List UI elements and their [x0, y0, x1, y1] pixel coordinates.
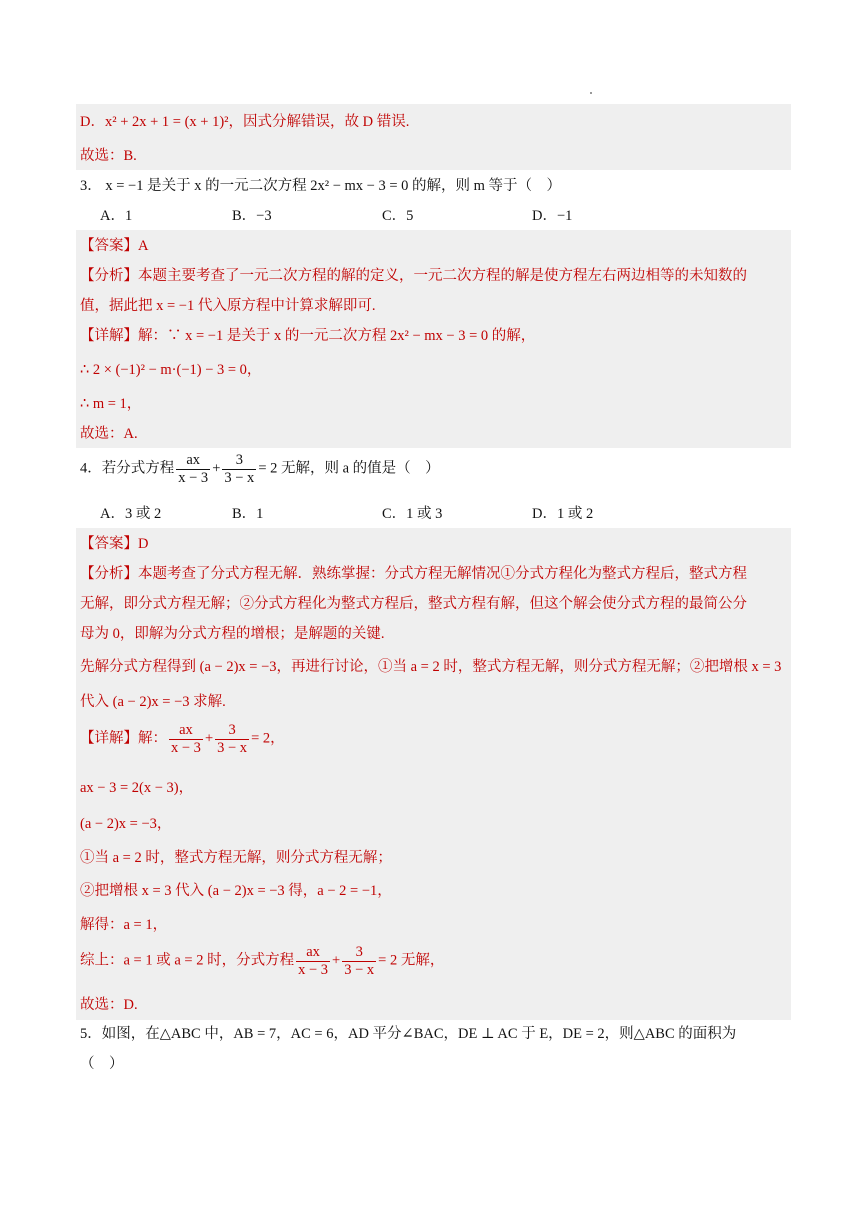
q4-detail-frac1-den: x − 3 — [171, 739, 201, 756]
q4-step5: 解得：a = 1， — [80, 917, 168, 933]
q4-frac2-den: 3 − x — [224, 469, 255, 486]
q4-step3: ①当 a = 2 时，整式方程无解，则分式方程无解； — [80, 850, 392, 866]
prev-option-d-text: D．x² + 2x + 1 = (x + 1)²，因式分解错误，故 D 错误. — [80, 114, 410, 130]
q3-choose: 故选：A. — [80, 426, 138, 442]
q4-step4: ②把增根 x = 3 代入 (a − 2)x = −3 得，a − 2 = −1， — [80, 883, 392, 899]
q4-detail-frac2-num: 3 — [228, 722, 236, 738]
q4-stem: 4．若分式方程 $\frac{ax}{x - 3}$ + $\frac{3}{3 - x}$ = 2 无解，则 a 的值是（ ） — [80, 452, 440, 486]
q4-analysis-line1: 【分析】本题考查了分式方程无解．熟练掌握：分式方程无解情况①分式方程化为整式方程后，整式方程 — [80, 566, 747, 582]
q4-analysis-line3: 母为 0，即解为分式方程的增根；是解题的关键. — [80, 626, 385, 642]
q3-option-a: A．1 — [100, 208, 133, 224]
q3-detail: 【详解】解：∵ x = −1 是关于 x 的一元二次方程 2x² − mx − 3 = 0 的解， — [80, 328, 536, 344]
q4-detail-fraction-2 — [215, 722, 249, 756]
q4-summary-frac2-num: 3 — [355, 944, 363, 960]
q4-fraction-2 — [222, 452, 256, 486]
prev-choose: 故选：B. — [80, 148, 137, 164]
q3-option-b: B．−3 — [232, 208, 272, 224]
q4-step2: (a − 2)x = −3， — [80, 816, 172, 832]
q3-analysis-line2: 值，据此把 x = −1 代入原方程中计算求解即可. — [80, 298, 376, 314]
q3-option-d: D．−1 — [532, 208, 573, 224]
q4-summary: 综上：a = 1 或 a = 2 时，分式方程 $\frac{ax}{x - 3}$ + $\frac{3}{3 - x}$ = 2 无解， — [80, 944, 445, 978]
q4-detail-post: = 2， — [251, 730, 285, 747]
q3-option-c: C．5 — [382, 208, 414, 224]
q4-fraction-1 — [176, 452, 210, 486]
q4-frac1-num: ax — [186, 452, 201, 468]
q4-summary-post: = 2 无解， — [378, 952, 445, 969]
q4-step1: ax − 3 = 2(x − 3)， — [80, 780, 194, 796]
q4-detail-frac2-den: 3 − x — [217, 739, 248, 756]
q4-option-c: C．1 或 3 — [382, 506, 443, 522]
q4-detail: 【详解】解： $\frac{ax}{x - 3}$ + $\frac{3}{3 - x}$ = 2， — [80, 722, 285, 756]
q3-answer: 【答案】A — [80, 238, 149, 254]
q4-frac2-num: 3 — [235, 452, 243, 468]
q4-summary-fraction-2 — [342, 944, 376, 978]
q5-stem-line2: （ ） — [80, 1056, 124, 1072]
q4-summary-frac2-den: 3 − x — [344, 961, 375, 978]
q4-summary-frac1-den: x − 3 — [298, 961, 329, 978]
page-mark — [590, 92, 592, 94]
q3-step2: ∴ m = 1， — [80, 396, 142, 412]
q3-stem: 3． x = −1 是关于 x 的一元二次方程 2x² − mx − 3 = 0 的解，则 m 等于（ ） — [80, 178, 562, 194]
q4-detail-pre: 【详解】解： — [80, 730, 167, 747]
q4-stem-post: = 2 无解，则 a 的值是（ ） — [258, 460, 440, 477]
q4-analysis-line2: 无解，即分式方程无解；②分式方程化为整式方程后，整式方程有解，但这个解会使分式方程的最简公分 — [80, 596, 747, 612]
q4-summary-pre: 综上：a = 1 或 a = 2 时，分式方程 — [80, 952, 295, 969]
q4-analysis-line5: 代入 (a − 2)x = −3 求解. — [80, 694, 226, 710]
q4-stem-pre: 4．若分式方程 — [80, 460, 175, 477]
q4-analysis-line4: 先解分式方程得到 (a − 2)x = −3，再进行讨论，①当 a = 2 时，整式方程无解，则分式方程无解；②把增根 x = 3 — [80, 659, 782, 675]
q4-detail-frac1-num: ax — [179, 722, 193, 738]
q4-option-a: A．3 或 2 — [100, 506, 162, 522]
q4-detail-fraction-1 — [169, 722, 203, 756]
q4-choose: 故选：D. — [80, 997, 138, 1013]
q4-summary-frac1-num: ax — [306, 944, 320, 960]
q4-frac1-den: x − 3 — [178, 469, 209, 486]
q3-step1: ∴ 2 × (−1)² − m·(−1) − 3 = 0， — [80, 362, 262, 378]
q5-stem-line1: 5．如图，在△ABC 中，AB = 7，AC = 6，AD 平分∠BAC，DE ⊥ AC 于 E，DE = 2，则△ABC 的面积为 — [80, 1026, 737, 1042]
q4-option-d: D．1 或 2 — [532, 506, 594, 522]
q3-analysis-line1: 【分析】本题主要考查了一元二次方程的解的定义，一元二次方程的解是使方程左右两边相等的未知数的 — [80, 268, 747, 284]
q4-option-b: B．1 — [232, 506, 264, 522]
q4-answer: 【答案】D — [80, 536, 149, 552]
q4-summary-fraction-1 — [296, 944, 330, 978]
